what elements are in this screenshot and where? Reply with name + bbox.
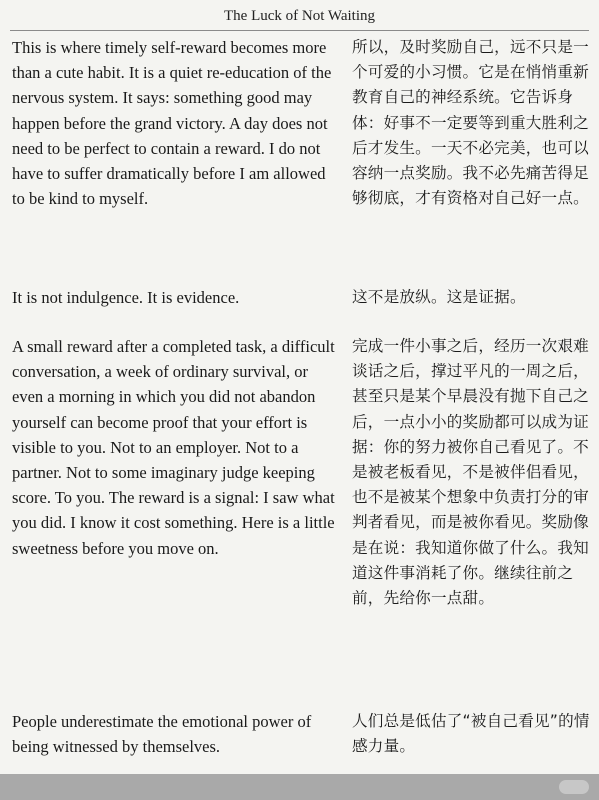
footer-bar xyxy=(0,774,599,800)
paragraph-en-2 xyxy=(12,285,340,310)
paragraph-zh-text: 这不是放纵。这是证据。 xyxy=(352,288,526,306)
paragraph-zh-text: 人们总是低估了“被自己看见”的情感力量。 xyxy=(352,712,590,756)
paragraph-en-4 xyxy=(12,709,340,759)
paragraph-zh-3 xyxy=(352,334,592,611)
header-divider xyxy=(10,30,589,31)
paragraph-en-text: A small reward after a completed task, a difficult conversation, a week of ordinary survival, or even a morning in which you did not abandon yourself can become proof that your effort is visible to you. Not to an employer. Not to a partner. Not to some imaginary judge keeping score. To you. The reward is a signal: I saw what you did. I know it cost something. Here is a little sweetness before you move on. xyxy=(12,337,335,558)
paragraph-en-text: This is where timely self-reward becomes more than a cute habit. It is a quiet re-education of the nervous system. It says: something good may happen before the grand victory. A day does not need to be perfect to contain a reward. I do not have to suffer dramatically before I am allowed to be kind to myself. xyxy=(12,38,332,209)
watermark-logo xyxy=(559,780,589,794)
paragraph-en-1 xyxy=(12,35,340,211)
paragraph-zh-text: 所以，及时奖励自己，远不只是一个可爱的小习惯。它是在悄悄重新教育自己的神经系统。它告诉身体：好事不一定要等到重大胜利之后才发生。一天不必完美，也可以容纳一点奖励。我不必先痛苦得足够彻底，才有资格对自己好一点。 xyxy=(352,38,589,208)
paragraph-en-text: It is not indulgence. It is evidence. xyxy=(12,288,240,307)
page-title: The Luck of Not Waiting xyxy=(224,8,375,24)
paragraph-zh-1 xyxy=(352,35,592,211)
paragraph-zh-text: 完成一件小事之后，经历一次艰难谈话之后，撑过平凡的一周之后，甚至只是某个早晨没有抛下自己之后，一点小小的奖励都可以成为证据：你的努力被你自己看见了。不是被老板看见，不是被伴侣看见，也不是被某个想象中负责打分的审判者看见，而是被你看见。奖励像是在说：我知道你做了什么。我知道这件事消耗了你。继续往前之前，先给你一点甜。 xyxy=(352,337,589,608)
paragraph-zh-2 xyxy=(352,285,592,310)
paragraph-en-3 xyxy=(12,334,340,561)
paragraph-en-text: People underestimate the emotional power of being witnessed by themselves. xyxy=(12,712,312,757)
paragraph-zh-4 xyxy=(352,709,592,759)
